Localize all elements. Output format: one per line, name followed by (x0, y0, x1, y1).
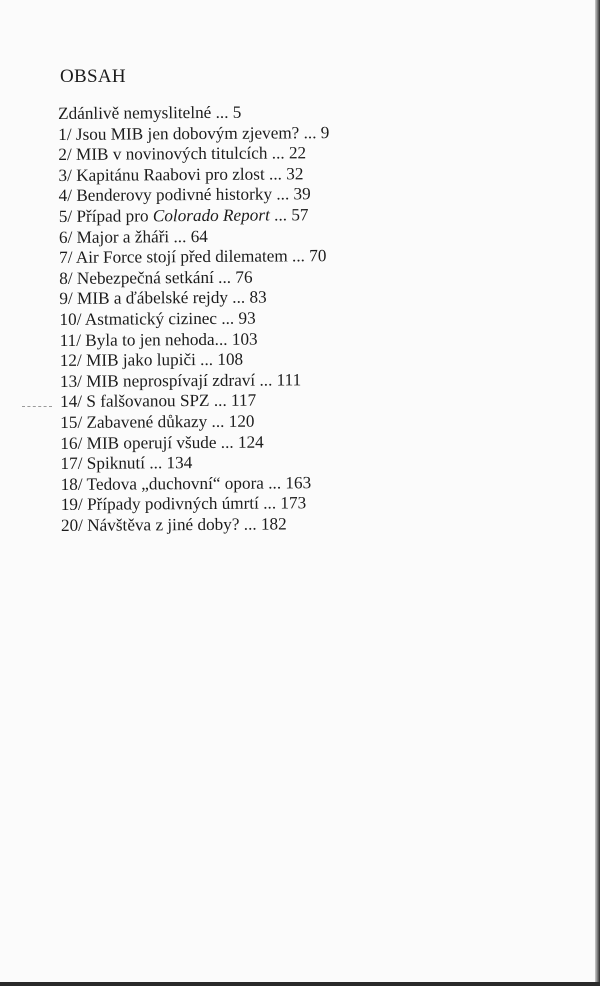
toc-entry: 15/ Zabavené důkazy ... 120 (60, 411, 255, 432)
toc-entry: 19/ Případy podivných úmrtí ... 173 (60, 493, 307, 515)
toc-entry-text: 5/ Případ pro (58, 206, 153, 226)
toc-entry: 2/ MIB v novinových titulcích ... 22 (58, 143, 307, 165)
toc-entry: 12/ MIB jako lupiči ... 108 (59, 349, 244, 371)
toc-entry: 4/ Benderovy podivné historky ... 39 (58, 184, 311, 206)
toc-entry: Zdánlivě nemyslitelné ... 5 (58, 102, 242, 123)
page-edge-shadow (595, 0, 600, 986)
toc-entry: 14/ S falšovanou SPZ ... 117 (60, 390, 257, 412)
toc-entry: 13/ MIB neprospívají zdraví ... 111 (59, 370, 302, 391)
toc-entry: 20/ Návštěva z jiné doby? ... 182 (60, 514, 287, 535)
toc-entry (59, 205, 330, 227)
toc-entry-italic-title: Colorado Report (152, 205, 270, 226)
toc-heading: OBSAH (60, 66, 126, 87)
table-of-contents (58, 102, 332, 536)
toc-entry: 17/ Spiknutí ... 134 (60, 453, 193, 474)
toc-entry: 11/ Byla to jen nehoda... 103 (59, 329, 258, 350)
margin-mark (22, 406, 52, 408)
toc-entry-page: ... 57 (269, 205, 309, 225)
toc-entry: 6/ Major a žháři ... 64 (58, 226, 208, 247)
toc-entry: 9/ MIB a ďábelské rejdy ... 83 (59, 287, 267, 309)
toc-entry: 18/ Tedova „duchovní“ opora ... 163 (60, 472, 312, 494)
toc-entry: 1/ Jsou MIB jen dobovým zjevem? ... 9 (58, 122, 330, 144)
toc-entry: 8/ Nebezpečná setkání ... 76 (59, 267, 253, 288)
page-bottom-edge (0, 982, 600, 986)
toc-entry: 7/ Air Force stojí před dilematem ... 70 (59, 246, 327, 268)
toc-entry: 10/ Astmatický cizinec ... 93 (59, 308, 256, 329)
toc-entry: 16/ MIB operují všude ... 124 (60, 432, 264, 453)
toc-entry: 3/ Kapitánu Raabovi pro zlost ... 32 (58, 164, 304, 185)
